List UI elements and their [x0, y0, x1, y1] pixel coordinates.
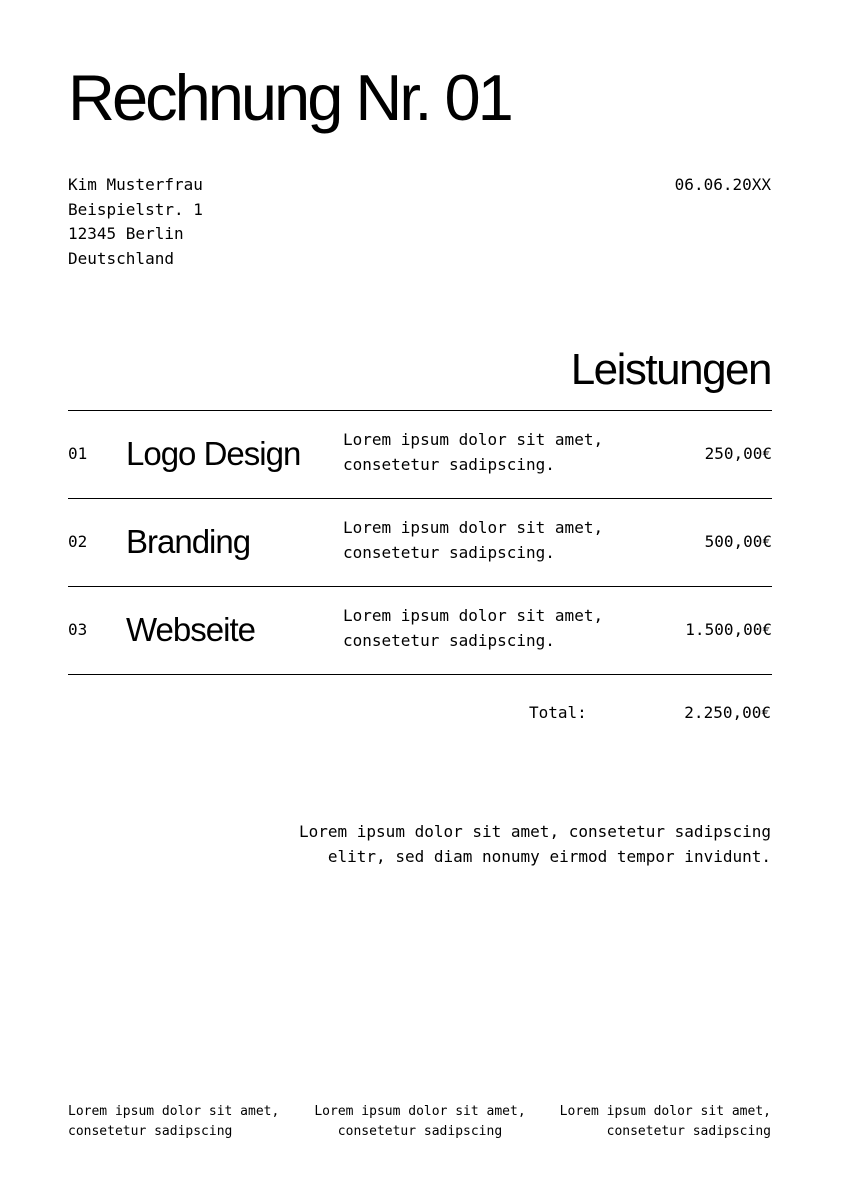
service-description-line: consetetur sadipscing.: [343, 630, 555, 650]
service-number: 01: [68, 444, 88, 463]
service-description-line: Lorem ipsum dolor sit amet,: [343, 430, 604, 449]
footer-line: consetetur sadipscing: [606, 1124, 771, 1139]
service-price: 1.500,00€: [685, 620, 772, 639]
footer-line: consetetur sadipscing: [337, 1124, 503, 1139]
recipient-city: 12345 Berlin: [68, 224, 184, 243]
footer-center: [314, 1102, 525, 1142]
service-price: 500,00€: [704, 532, 772, 551]
service-name: Branding: [126, 523, 251, 560]
total-label: Total:: [529, 703, 587, 722]
invoice-date: 06.06.20XX: [674, 175, 771, 194]
total-value: 2.250,00€: [684, 703, 771, 722]
footer-line: Lorem ipsum dolor sit amet,: [68, 1104, 280, 1119]
closing-note-line: Lorem ipsum dolor sit amet, consetetur sadipscing: [298, 822, 771, 841]
footer-right: [560, 1102, 771, 1142]
recipient-street: Beispielstr. 1: [68, 199, 203, 219]
service-description-line: Lorem ipsum dolor sit amet,: [343, 606, 604, 625]
footer-line: Lorem ipsum dolor sit amet,: [559, 1104, 771, 1119]
service-name: Logo Design: [126, 435, 301, 472]
recipient-name: Kim Musterfrau: [68, 175, 203, 194]
service-number: 02: [68, 532, 88, 551]
recipient-address: [68, 173, 203, 271]
footer-line: consetetur sadipscing: [68, 1124, 233, 1139]
service-description-line: consetetur sadipscing.: [343, 454, 555, 474]
service-price: 250,00€: [704, 444, 772, 463]
service-number: 03: [68, 620, 88, 639]
recipient-country: Deutschland: [68, 248, 174, 268]
service-description: [343, 604, 623, 653]
closing-note: [299, 820, 771, 869]
service-row: [68, 499, 772, 587]
service-description: [343, 428, 623, 477]
footer-line: Lorem ipsum dolor sit amet,: [314, 1104, 526, 1119]
closing-note-line: elitr, sed diam nonumy eirmod tempor invidunt.: [327, 846, 771, 866]
footer-left: [68, 1102, 279, 1142]
invoice-title: Rechnung Nr. 01: [68, 61, 511, 134]
services-heading: Leistungen: [570, 345, 771, 394]
service-row: [68, 411, 772, 499]
service-row: [68, 587, 772, 675]
services-table: [68, 410, 772, 675]
service-name: Webseite: [126, 611, 255, 648]
service-description: [343, 516, 623, 565]
service-description-line: consetetur sadipscing.: [343, 542, 555, 562]
service-description-line: Lorem ipsum dolor sit amet,: [343, 518, 604, 537]
